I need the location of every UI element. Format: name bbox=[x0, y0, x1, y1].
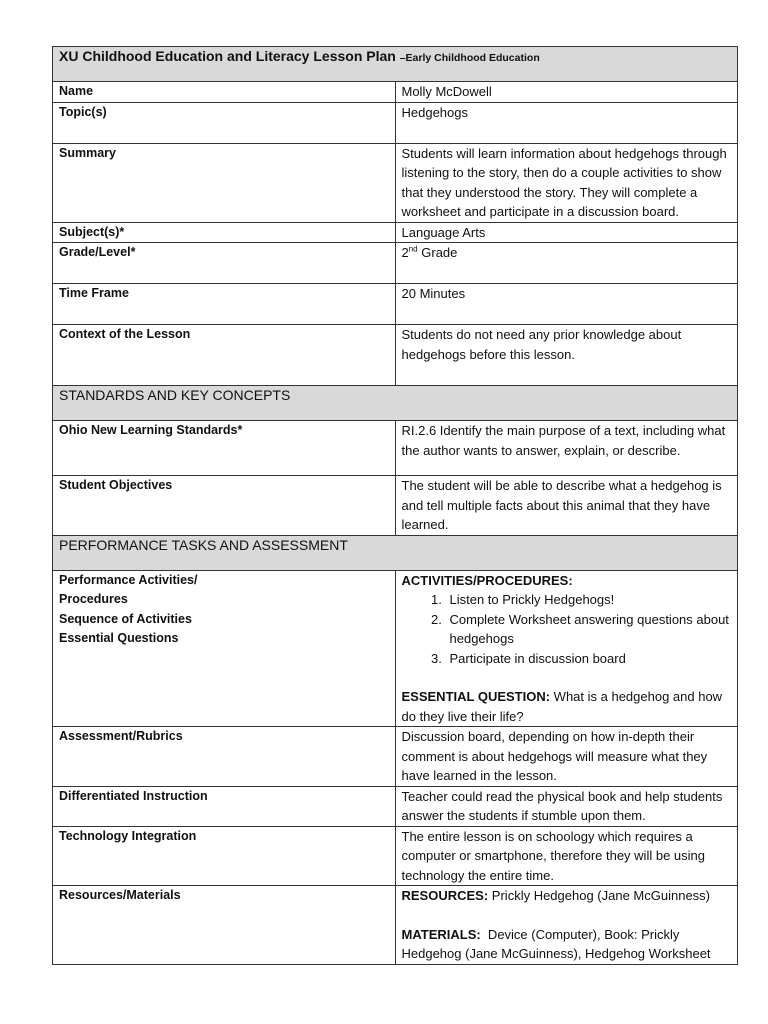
objectives-value: The student will be able to describe what a hedgehog is and tell multiple facts about this animal that they have learned. bbox=[395, 476, 738, 536]
subjects-label: Subject(s)* bbox=[53, 222, 396, 243]
topics-value: Hedgehogs bbox=[395, 102, 738, 143]
grade-row bbox=[53, 243, 738, 284]
activities-label-line: Essential Questions bbox=[59, 631, 179, 645]
activity-item: 3. Participate in discussion board bbox=[446, 649, 732, 669]
document-subtitle: –Early Childhood Education bbox=[399, 52, 540, 64]
assessment-label: Assessment/Rubrics bbox=[53, 727, 396, 787]
grade-suffix: nd bbox=[408, 244, 418, 254]
ohio-standards-value: RI.2.6 Identify the main purpose of a text, including what the author wants to answer, explain, or describe. bbox=[395, 421, 738, 476]
summary-value: Students will learn information about hedgehogs through listening to the story, then do a couple activities to show that they understood the story. They will complete a worksheet and participate in a discussion board. bbox=[395, 143, 738, 222]
differentiated-label: Differentiated Instruction bbox=[53, 786, 396, 826]
activity-item: 2. Complete Worksheet answering questions about hedgehogs bbox=[446, 610, 732, 649]
resources-heading: RESOURCES: bbox=[401, 888, 489, 903]
assessment-value: Discussion board, depending on how in-depth their comment is about hedgehogs will measure what they have learned in the lesson. bbox=[395, 727, 738, 787]
activity-item: 1. Listen to Prickly Hedgehogs! bbox=[446, 590, 732, 610]
timeframe-value: 20 Minutes bbox=[395, 284, 738, 325]
essential-question bbox=[402, 687, 732, 726]
timeframe-row bbox=[53, 284, 738, 325]
essential-question-heading: ESSENTIAL QUESTION: bbox=[401, 689, 551, 704]
resources-value bbox=[395, 886, 738, 965]
grade-label: Grade/Level* bbox=[53, 243, 396, 284]
topics-label: Topic(s) bbox=[53, 102, 396, 143]
resources-label: Resources/Materials bbox=[53, 886, 396, 965]
activities-label bbox=[53, 570, 396, 727]
timeframe-label: Time Frame bbox=[53, 284, 396, 325]
context-row bbox=[53, 325, 738, 386]
name-value: Molly McDowell bbox=[395, 82, 738, 103]
activities-label-line: Performance Activities/ bbox=[59, 572, 198, 587]
grade-number: 2 bbox=[401, 245, 409, 260]
technology-row bbox=[53, 826, 738, 886]
objectives-row bbox=[53, 476, 738, 536]
technology-value: The entire lesson is on schoology which requires a computer or smartphone, therefore they will be using technology the entire time. bbox=[395, 826, 738, 886]
header-row bbox=[53, 47, 738, 82]
activities-label-line: Procedures bbox=[59, 592, 128, 606]
materials-heading: MATERIALS: bbox=[401, 926, 481, 942]
ohio-standards-label: Ohio New Learning Standards* bbox=[53, 421, 396, 476]
name-label: Name bbox=[53, 82, 396, 103]
subjects-row bbox=[53, 222, 738, 243]
resources-text: Prickly Hedgehog (Jane McGuinness) bbox=[488, 888, 711, 903]
standards-section-title: STANDARDS AND KEY CONCEPTS bbox=[53, 386, 738, 421]
materials-line bbox=[402, 925, 732, 964]
essential-question-text: What is a hedgehog and how do they live their life? bbox=[401, 689, 723, 724]
name-row bbox=[53, 82, 738, 103]
differentiated-row bbox=[53, 786, 738, 826]
activities-label-line: Sequence of Activities bbox=[59, 611, 192, 626]
assessment-row bbox=[53, 727, 738, 787]
grade-word: Grade bbox=[417, 245, 458, 260]
ohio-standards-row bbox=[53, 421, 738, 476]
header-cell bbox=[53, 47, 738, 82]
grade-value bbox=[395, 243, 738, 284]
performance-section-row bbox=[53, 535, 738, 570]
performance-section-title: PERFORMANCE TASKS AND ASSESSMENT bbox=[53, 535, 738, 570]
resources-row bbox=[53, 886, 738, 965]
document-title: XU Childhood Education and Literacy Lesson Plan bbox=[59, 48, 396, 64]
resources-line bbox=[402, 886, 732, 906]
activities-list bbox=[402, 590, 732, 668]
topics-row bbox=[53, 102, 738, 143]
materials-text: Device (Computer), Book: Prickly Hedgehog (Jane McGuinness), Hedgehog Worksheet bbox=[401, 926, 711, 961]
lesson-plan-table bbox=[52, 46, 738, 965]
activities-value bbox=[395, 570, 738, 727]
activities-row bbox=[53, 570, 738, 727]
technology-label: Technology Integration bbox=[53, 826, 396, 886]
context-label: Context of the Lesson bbox=[53, 325, 396, 386]
differentiated-value: Teacher could read the physical book and help students answer the students if stumble upon them. bbox=[395, 786, 738, 826]
summary-label: Summary bbox=[53, 143, 396, 222]
activities-heading: ACTIVITIES/PROCEDURES: bbox=[401, 572, 573, 588]
summary-row bbox=[53, 143, 738, 222]
subjects-value: Language Arts bbox=[395, 222, 738, 243]
context-value: Students do not need any prior knowledge about hedgehogs before this lesson. bbox=[395, 325, 738, 386]
standards-section-row bbox=[53, 386, 738, 421]
objectives-label: Student Objectives bbox=[53, 476, 396, 536]
